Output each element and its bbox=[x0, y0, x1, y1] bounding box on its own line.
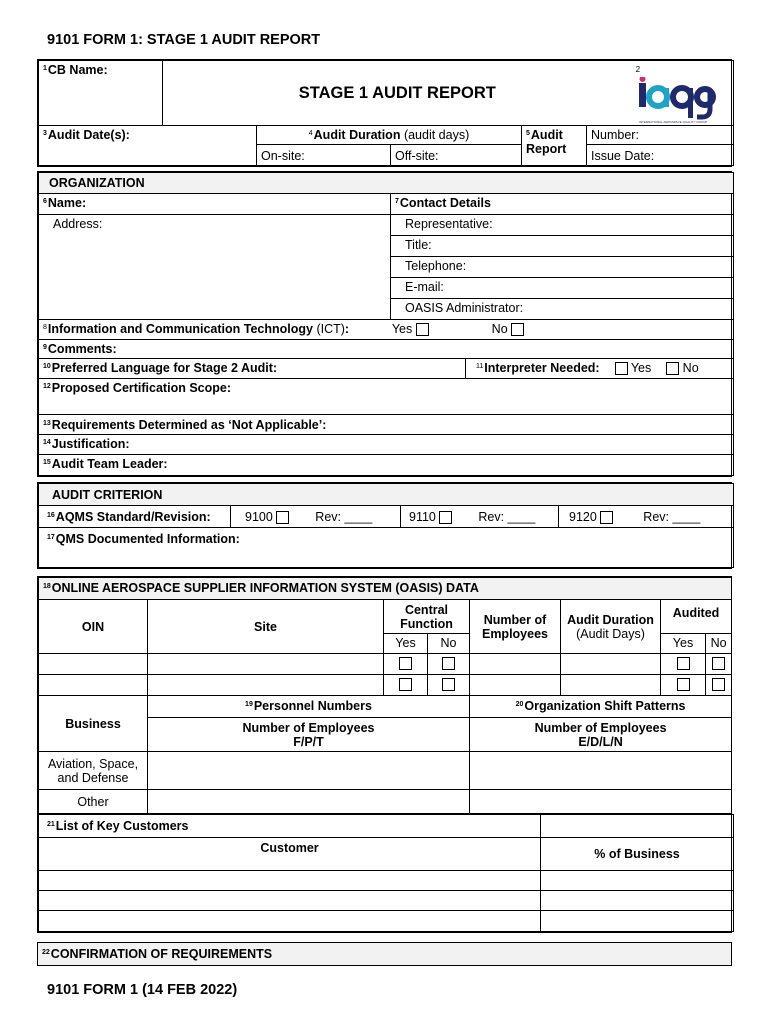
customer-row bbox=[39, 871, 734, 891]
audited-yes-checkbox[interactable] bbox=[677, 678, 690, 691]
other-fpt-input[interactable] bbox=[148, 790, 470, 814]
central-yes-checkbox[interactable] bbox=[399, 678, 412, 691]
interpreter-cell: $^{11}$Interpreter Needed: Yes No bbox=[466, 359, 734, 379]
oin-input[interactable] bbox=[39, 654, 148, 675]
duration-input[interactable] bbox=[561, 675, 661, 696]
site-input[interactable] bbox=[148, 654, 384, 675]
oasis-header: $^{18}$ONLINE AEROSPACE SUPPLIER INFORMATION SYSTEM (OASIS) DATA bbox=[39, 578, 732, 600]
site-input[interactable] bbox=[148, 675, 384, 696]
customer-row bbox=[39, 911, 734, 932]
audit-criterion-header: AUDIT CRITERION bbox=[39, 484, 734, 506]
confirmation-header: $^{22}$CONFIRMATION OF REQUIREMENTS bbox=[38, 943, 731, 965]
percent-input[interactable] bbox=[541, 871, 734, 891]
central-no-header: No bbox=[428, 634, 470, 654]
address-cell[interactable]: Address: bbox=[39, 215, 391, 320]
aviation-fpt-input[interactable] bbox=[148, 752, 470, 790]
audit-team-leader-row[interactable]: $^{15}$Audit Team Leader: bbox=[39, 455, 734, 476]
std-9100-checkbox[interactable] bbox=[276, 511, 289, 524]
onsite-cell[interactable]: On-site: bbox=[257, 145, 391, 166]
customer-input[interactable] bbox=[39, 871, 541, 891]
audited-yes-checkbox[interactable] bbox=[677, 657, 690, 670]
representative-field[interactable]: Representative: bbox=[391, 215, 734, 236]
oasis-site-row bbox=[39, 654, 732, 675]
customer-row bbox=[39, 891, 734, 911]
cb-name-label: CB Name: bbox=[47, 63, 108, 77]
logo-cell: $^2$ INTERNATIONAL AEROSPACE QUALITY GROUP bbox=[632, 61, 734, 126]
customer-input[interactable] bbox=[39, 911, 541, 932]
report-title: STAGE 1 AUDIT REPORT bbox=[163, 61, 632, 126]
organization-box bbox=[37, 171, 732, 477]
issue-date-cell[interactable]: Issue Date: bbox=[587, 145, 734, 166]
interpreter-no-checkbox[interactable] bbox=[666, 362, 679, 375]
contact-details-header: $^7$Contact Details bbox=[391, 194, 734, 215]
std-9120-checkbox[interactable] bbox=[600, 511, 613, 524]
employees-edln-header: Number of Employees E/D/L/N bbox=[470, 718, 732, 752]
ict-yes-checkbox[interactable] bbox=[416, 323, 429, 336]
qms-documented-row[interactable]: $^{17}$QMS Documented Information: bbox=[39, 528, 734, 568]
ict-no-checkbox[interactable] bbox=[511, 323, 524, 336]
customer-input[interactable] bbox=[39, 891, 541, 911]
organization-header: ORGANIZATION bbox=[39, 173, 734, 194]
audit-criterion-box bbox=[37, 482, 732, 569]
justification-row[interactable]: $^{14}$Justification: bbox=[39, 435, 734, 455]
confirmation-box bbox=[37, 942, 732, 966]
employees-input[interactable] bbox=[470, 654, 561, 675]
business-header: Business bbox=[39, 696, 148, 752]
comments-row[interactable]: $^9$Comments: bbox=[39, 340, 734, 359]
std-9110-cell: 9110 Rev: ____ bbox=[401, 506, 559, 528]
audited-no-checkbox[interactable] bbox=[712, 657, 725, 670]
site-col-header: Site bbox=[148, 600, 384, 654]
audited-yes-header: Yes bbox=[661, 634, 706, 654]
audit-duration-header: $^4$Audit Duration (audit days) bbox=[257, 126, 522, 145]
offsite-cell[interactable]: Off-site: bbox=[391, 145, 522, 166]
title-field[interactable]: Title: bbox=[391, 236, 734, 257]
audit-report-label: $^5$Audit Report bbox=[522, 126, 587, 166]
duration-input[interactable] bbox=[561, 654, 661, 675]
central-function-header: Central Function bbox=[384, 600, 470, 634]
aqms-label-cell: $^{16}$AQMS Standard/Revision: bbox=[39, 506, 231, 528]
oasis-admin-field[interactable]: OASIS Administrator: bbox=[391, 299, 734, 320]
oin-col-header: OIN bbox=[39, 600, 148, 654]
other-label: Other bbox=[39, 790, 148, 814]
header-box bbox=[37, 59, 732, 167]
aviation-edln-input[interactable] bbox=[470, 752, 732, 790]
audited-no-header: No bbox=[706, 634, 732, 654]
central-no-checkbox[interactable] bbox=[442, 678, 455, 691]
customer-col-header: Customer bbox=[39, 838, 541, 871]
percent-business-col-header: % of Business bbox=[541, 838, 734, 871]
rev-9120[interactable]: Rev: ____ bbox=[643, 510, 701, 524]
preferred-language-cell[interactable]: $^{10}$Preferred Language for Stage 2 Audit: bbox=[39, 359, 466, 379]
audit-duration-col-header: Audit Duration (Audit Days) bbox=[561, 600, 661, 654]
personnel-numbers-header: $^{19}$Personnel Numbers bbox=[148, 696, 470, 718]
email-field[interactable]: E-mail: bbox=[391, 278, 734, 299]
aviation-label: Aviation, Space, and Defense bbox=[39, 752, 148, 790]
report-number-cell[interactable]: Number: bbox=[587, 126, 734, 145]
employees-fpt-header: Number of Employees F/P/T bbox=[148, 718, 470, 752]
iaqg-logo bbox=[636, 77, 732, 125]
telephone-field[interactable]: Telephone: bbox=[391, 257, 734, 278]
oasis-box bbox=[37, 576, 732, 933]
other-edln-input[interactable] bbox=[470, 790, 732, 814]
footer-title: 9101 FORM 1 (14 FEB 2022) bbox=[47, 982, 238, 998]
rev-9110[interactable]: Rev: ____ bbox=[478, 510, 536, 524]
audit-dates-cell[interactable]: $^3$Audit Date(s): bbox=[39, 126, 257, 166]
std-9100-cell: 9100 Rev: ____ bbox=[231, 506, 401, 528]
audited-header: Audited bbox=[661, 600, 732, 634]
logo-caption: INTERNATIONAL AEROSPACE QUALITY GROUP bbox=[638, 120, 707, 124]
std-9110-checkbox[interactable] bbox=[439, 511, 452, 524]
certification-scope-row[interactable]: $^{12}$Proposed Certification Scope: bbox=[39, 379, 734, 415]
org-name-cell[interactable]: $^6$Name: bbox=[39, 194, 391, 215]
num-employees-header: Number of Employees bbox=[470, 600, 561, 654]
ict-row: $^8$Information and Communication Technology (ICT): Yes No bbox=[39, 320, 734, 340]
not-applicable-row[interactable]: $^{13}$Requirements Determined as ‘Not Applicable’: bbox=[39, 415, 734, 435]
percent-input[interactable] bbox=[541, 891, 734, 911]
central-yes-header: Yes bbox=[384, 634, 428, 654]
oasis-site-row bbox=[39, 675, 732, 696]
interpreter-yes-checkbox[interactable] bbox=[615, 362, 628, 375]
percent-input[interactable] bbox=[541, 911, 734, 932]
employees-input[interactable] bbox=[470, 675, 561, 696]
std-9120-cell: 9120 Rev: ____ bbox=[559, 506, 734, 528]
oin-input[interactable] bbox=[39, 675, 148, 696]
rev-9100[interactable]: Rev: ____ bbox=[315, 510, 373, 524]
shift-patterns-header: $^{20}$Organization Shift Patterns bbox=[470, 696, 732, 718]
central-yes-checkbox[interactable] bbox=[399, 657, 412, 670]
key-customers-header: $^{21}$List of Key Customers bbox=[39, 815, 541, 838]
page-title: 9101 FORM 1: STAGE 1 AUDIT REPORT bbox=[47, 32, 321, 48]
audited-no-checkbox[interactable] bbox=[712, 678, 725, 691]
central-no-checkbox[interactable] bbox=[442, 657, 455, 670]
cb-name-cell[interactable]: $^1$CB Name: bbox=[39, 61, 163, 126]
